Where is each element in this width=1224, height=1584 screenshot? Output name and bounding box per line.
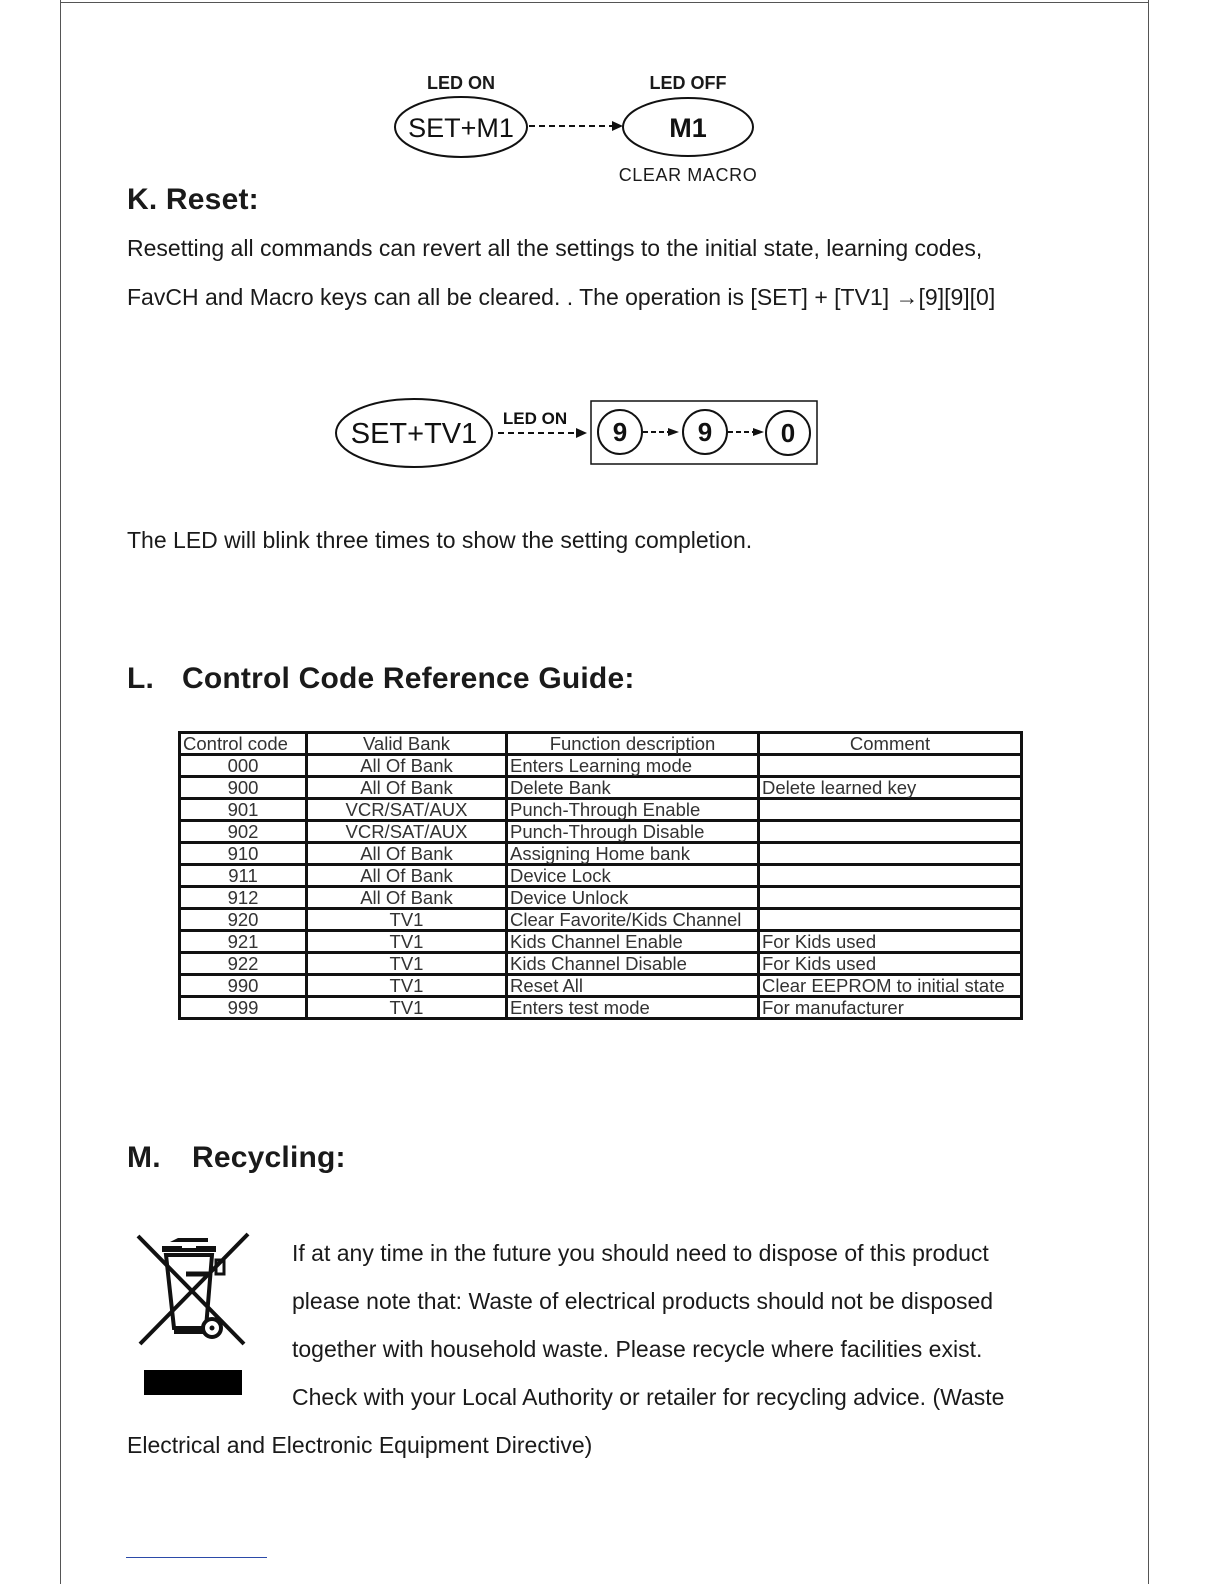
header-control-code: Control code [180,733,307,755]
table-row [180,799,1022,821]
cell-comment [759,909,1022,931]
table-row [180,865,1022,887]
table-row [180,931,1022,953]
weee-crossed-bin-icon [130,1228,254,1400]
cell-comment: Delete learned key [759,777,1022,799]
cell-comment: Clear EEPROM to initial state [759,975,1022,997]
recycling-heading [127,1141,346,1175]
table-row [180,953,1022,975]
cell-bank: All Of Bank [307,887,507,909]
table-row [180,997,1022,1019]
table-row [180,887,1022,909]
reset-arrow-head-icon [576,428,587,438]
cell-comment: For manufacturer [759,997,1022,1019]
guide-number: L. [127,662,155,695]
reset-line-2: FavCH and Macro keys can all be cleared. . The operation is [SET] + [TV1] →[9][9][0] [127,284,996,310]
cell-comment: For Kids used [759,931,1022,953]
cell-function: Delete Bank [507,777,759,799]
cell-bank: All Of Bank [307,843,507,865]
guide-title: Control Code Reference Guide: [182,662,635,695]
digit-key-1: 9 [612,417,628,447]
recycling-line-2: please note that: Waste of electrical products should not be disposed [292,1288,994,1314]
cell-code: 990 [180,975,307,997]
cell-function: Punch-Through Enable [507,799,759,821]
recycling-number: M. [127,1141,161,1174]
cell-bank: TV1 [307,997,507,1019]
cell-bank: TV1 [307,909,507,931]
cell-comment [759,821,1022,843]
control-code-table [178,731,1023,1020]
clear-macro-diagram [380,62,780,192]
page-border-right [1148,0,1149,1584]
reset-completion-text: The LED will blink three times to show the setting completion. [127,527,753,553]
page-border-left [60,0,61,1584]
cell-code: 901 [180,799,307,821]
table-header-row [180,733,1022,755]
cell-code: 910 [180,843,307,865]
guide-heading [127,662,635,696]
cell-comment [759,865,1022,887]
reset-diagram [330,392,830,476]
table-row [180,777,1022,799]
recycling-line-5: Electrical and Electronic Equipment Directive) [127,1432,593,1458]
set-tv1-key-label: SET+TV1 [350,418,478,450]
digit-arrow-head-icon-2 [753,428,764,436]
cell-bank: VCR/SAT/AUX [307,799,507,821]
digit-arrow-head-icon-1 [668,428,679,436]
cell-code: 921 [180,931,307,953]
cell-function: Clear Favorite/Kids Channel [507,909,759,931]
cell-bank: All Of Bank [307,865,507,887]
digit-key-2: 9 [697,417,713,447]
cell-code: 920 [180,909,307,931]
cell-function: Kids Channel Disable [507,953,759,975]
cell-comment: For Kids used [759,953,1022,975]
recycling-line-4: Check with your Local Authority or retailer for recycling advice. (Waste [292,1384,1005,1410]
cell-bank: All Of Bank [307,755,507,777]
arrow-head-icon [612,121,623,131]
cell-bank: TV1 [307,953,507,975]
cell-code: 911 [180,865,307,887]
led-on-label: LED ON [426,73,496,93]
cell-function: Punch-Through Disable [507,821,759,843]
cell-function: Kids Channel Enable [507,931,759,953]
cell-function: Assigning Home bank [507,843,759,865]
cell-code: 000 [180,755,307,777]
recycling-line-3: together with household waste. Please recycle where facilities exist. [292,1336,983,1362]
cell-comment [759,755,1022,777]
cell-comment [759,799,1022,821]
cell-function: Device Unlock [507,887,759,909]
m1-key-label: M1 [669,113,707,143]
page-border-top [60,2,1149,3]
table-row [180,909,1022,931]
cell-function: Enters Learning mode [507,755,759,777]
cell-code: 922 [180,953,307,975]
cell-bank: TV1 [307,931,507,953]
reset-line-1: Resetting all commands can revert all the settings to the initial state, learning codes, [127,235,983,261]
cell-bank: VCR/SAT/AUX [307,821,507,843]
table-row [180,755,1022,777]
cell-bank: All Of Bank [307,777,507,799]
cell-function: Enters test mode [507,997,759,1019]
header-comment: Comment [759,733,1022,755]
set-m1-key-label: SET+M1 [408,113,514,143]
table-row [180,821,1022,843]
cell-function: Device Lock [507,865,759,887]
reset-led-on-label: LED ON [502,409,568,428]
cell-code: 902 [180,821,307,843]
header-function-description: Function description [507,733,759,755]
reset-heading: K. Reset: [127,183,259,216]
cell-code: 900 [180,777,307,799]
recycling-line-1: If at any time in the future you should need to dispose of this product [292,1240,989,1266]
cell-code: 912 [180,887,307,909]
led-off-label: LED OFF [649,73,727,93]
footnote-rule [126,1557,267,1558]
cell-bank: TV1 [307,975,507,997]
cell-function: Reset All [507,975,759,997]
cell-comment [759,843,1022,865]
cell-code: 999 [180,997,307,1019]
clear-macro-caption: CLEAR MACRO [618,165,758,185]
recycling-title: Recycling: [192,1141,346,1174]
header-valid-bank: Valid Bank [307,733,507,755]
cell-comment [759,887,1022,909]
table-row [180,843,1022,865]
digit-key-3: 0 [780,418,796,448]
table-row [180,975,1022,997]
